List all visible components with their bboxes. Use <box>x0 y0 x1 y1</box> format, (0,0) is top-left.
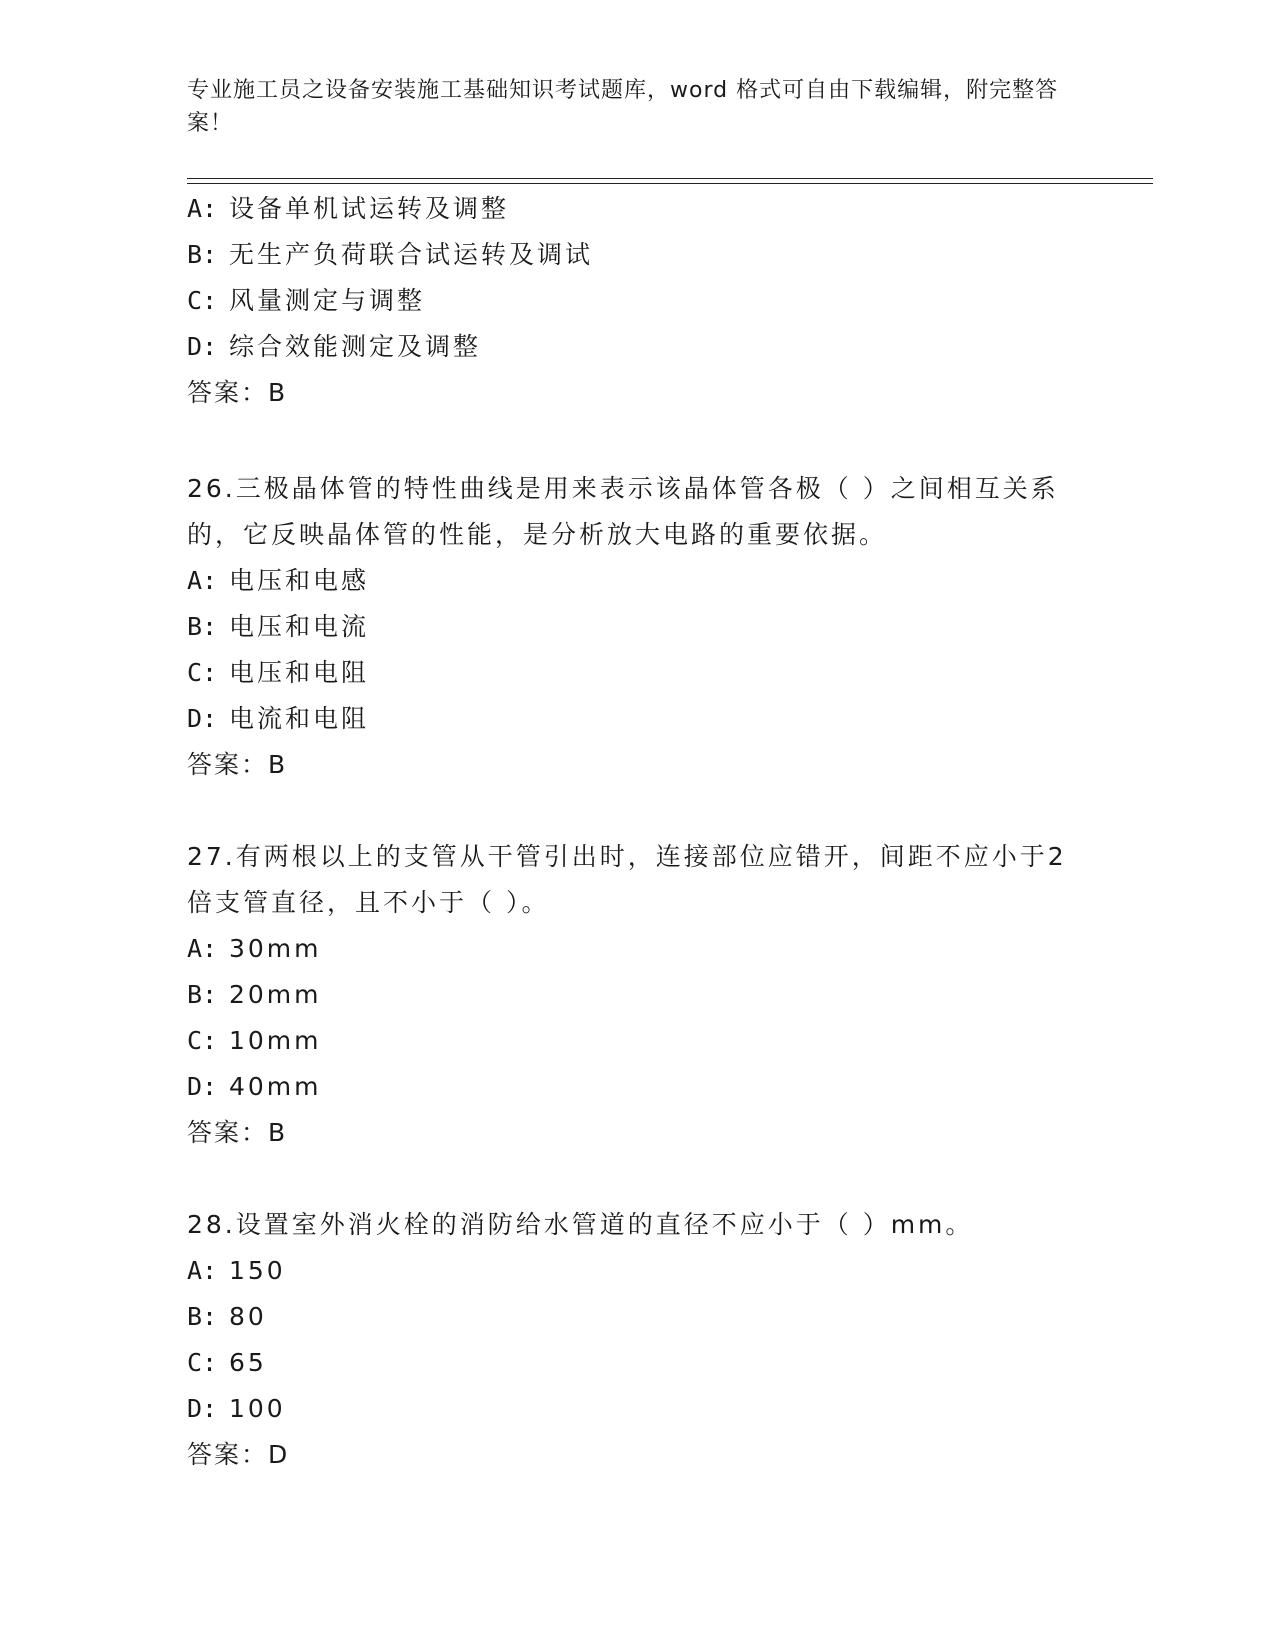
option-b: B: 无生产负荷联合试运转及调试 <box>187 240 594 269</box>
document-header: 专业施工员之设备安装施工基础知识考试题库，word 格式可自由下载编辑，附完整答案！ <box>187 78 1059 136</box>
answer: 答案：B <box>187 1118 288 1147</box>
answer: 答案：B <box>187 750 288 779</box>
option-b: B: 20mm <box>187 980 322 1009</box>
header-divider-bottom <box>187 183 1153 184</box>
header-divider-top <box>187 178 1153 179</box>
option-c: C: 风量测定与调整 <box>187 286 426 315</box>
option-a: A: 30mm <box>187 934 322 963</box>
question-stem: 27.有两根以上的支管从干管引出时，连接部位应错开，间距不应小于2倍支管直径，且不小于（ ）。 <box>187 842 1067 917</box>
question-stem: 28.设置室外消火栓的消防给水管道的直径不应小于（ ）mm。 <box>187 1210 974 1239</box>
option-c: C: 65 <box>187 1348 267 1377</box>
question-27 <box>187 834 1077 1156</box>
answer: 答案：D <box>187 1440 290 1469</box>
option-c: C: 10mm <box>187 1026 322 1055</box>
answer: 答案：B <box>187 378 288 407</box>
question-stem: 26.三极晶体管的特性曲线是用来表示该晶体管各极（ ）之间相互关系的，它反映晶体管的性能，是分析放大电路的重要依据。 <box>187 474 1059 549</box>
option-a: A: 设备单机试运转及调整 <box>187 194 510 223</box>
question-28 <box>187 1202 1087 1478</box>
option-d: D: 100 <box>187 1394 286 1423</box>
option-c: C: 电压和电阻 <box>187 658 370 687</box>
option-d: D: 综合效能测定及调整 <box>187 332 482 361</box>
option-b: B: 80 <box>187 1302 267 1331</box>
option-a: A: 电压和电感 <box>187 566 370 595</box>
question-26 <box>187 466 1067 788</box>
option-a: A: 150 <box>187 1256 286 1285</box>
option-d: D: 40mm <box>187 1072 322 1101</box>
question-25 <box>187 186 1087 416</box>
option-b: B: 电压和电流 <box>187 612 370 641</box>
option-d: D: 电流和电阻 <box>187 704 370 733</box>
